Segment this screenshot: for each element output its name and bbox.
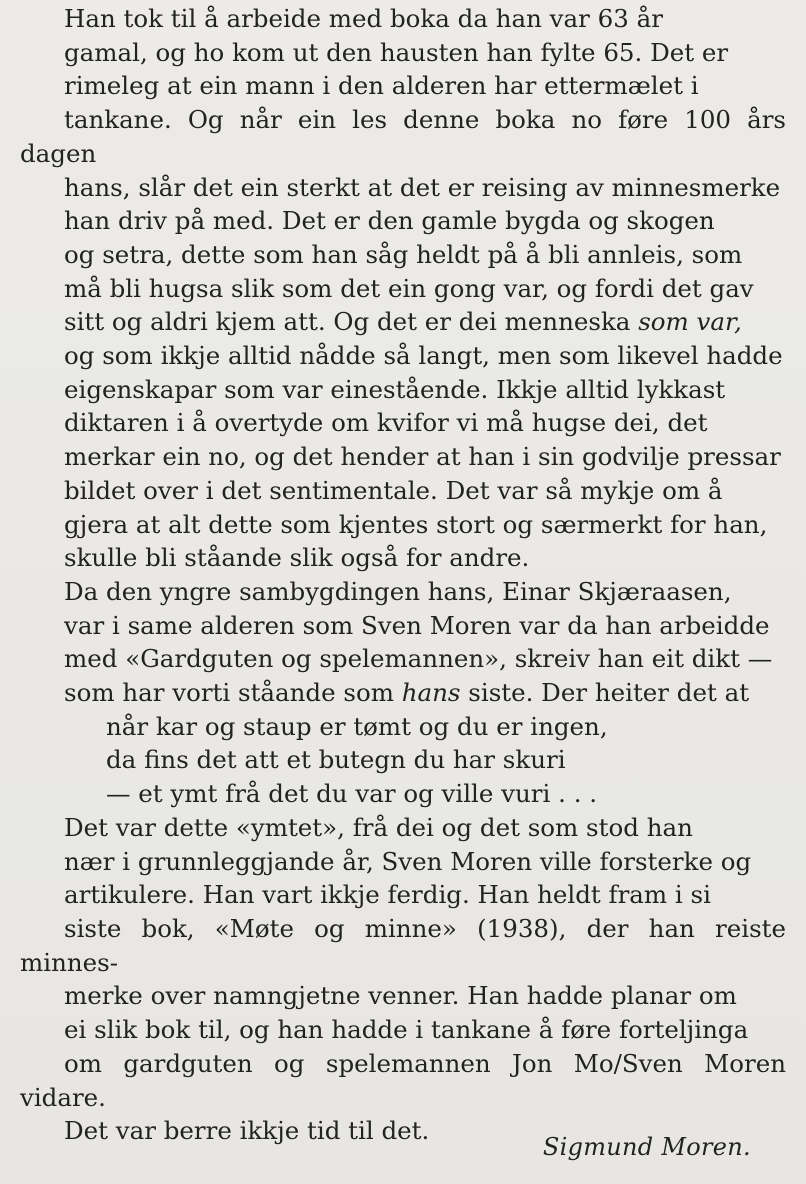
text-line (20, 676, 786, 710)
poem-quote (106, 710, 786, 811)
text-line: Han tok til å arbeide med boka da han var 63 år (64, 4, 663, 33)
text-line: ei slik bok til, og han hadde i tankane å føre forteljinga (64, 1015, 749, 1045)
emphasis-text: hans (401, 678, 461, 708)
text-line: og som ikkje alltid nådde så langt, men som likevel hadde (64, 341, 783, 371)
text-line: siste bok, «Møte og minne» (1938), der han reiste minnes- (20, 913, 786, 977)
text-line: han driv på med. Det er den gamle bygda og skogen (64, 206, 715, 236)
paragraph-3 (20, 811, 786, 1148)
emphasis-text: som var, (638, 307, 742, 337)
text-line: nær i grunnleggjande år, Sven Moren ville forsterke og (64, 846, 752, 876)
text-line: Det var dette «ymtet», frå dei og det som stod han (64, 812, 693, 842)
author-signature: Sigmund Moren. (542, 1133, 751, 1161)
text-line: gjera at alt dette som kjentes stort og særmerkt for han, (64, 509, 768, 539)
text-line: diktaren i å overtyde om kvifor vi må hugse dei, det (64, 408, 708, 438)
text-line: må bli hugsa slik som det ein gong var, og fordi det gav (64, 273, 754, 303)
text-fragment: som har vorti ståande som (64, 678, 394, 708)
text-line: var i same alderen som Sven Moren var da han arbeidde (64, 610, 770, 640)
text-line: om gardguten og spelemannen Jon Mo/Sven Moren vidare. (20, 1048, 786, 1112)
text-line: tankane. Og når ein les denne boka no føre 100 års dagen (20, 105, 786, 168)
paragraph-2 (20, 575, 786, 710)
text-fragment: siste. Der heiter det at (468, 678, 750, 708)
paragraph-1 (20, 2, 786, 575)
text-line: og setra, dette som han såg heldt på å bli annleis, som (64, 239, 743, 269)
text-line: med «Gardguten og spelemannen», skreiv han eit dikt — (64, 644, 773, 674)
text-line: rimeleg at ein mann i den alderen har ettermælet i (64, 71, 699, 101)
text-line (20, 305, 786, 339)
text-line: hans, slår det ein sterkt at det er reising av minnesmerke (64, 172, 781, 202)
text-line: merkar ein no, og det hender at han i sin godvilje pressar (64, 442, 781, 472)
poem-line: da fins det att et butegn du har skuri (106, 745, 566, 775)
text-line: merke over namngjetne venner. Han hadde planar om (64, 981, 737, 1011)
text-line: skulle bli ståande slik også for andre. (64, 543, 530, 573)
poem-line: — et ymt frå det du var og ville vuri . . . (106, 779, 598, 809)
text-line: Det var berre ikkje tid til det. (64, 1116, 430, 1146)
text-line: gamal, og ho kom ut den hausten han fylte 65. Det er (64, 37, 729, 67)
text-line: bildet over i det sentimentale. Det var så mykje om å (64, 475, 723, 505)
text-line: Da den yngre sambygdingen hans, Einar Skjæraasen, (64, 576, 732, 606)
article-text (20, 2, 786, 1148)
text-fragment: sitt og aldri kjem att. Og det er dei menneska (64, 307, 631, 337)
text-line: artikulere. Han vart ikkje ferdig. Han heldt fram i si (64, 880, 711, 910)
poem-line: når kar og staup er tømt og du er ingen, (106, 711, 608, 741)
text-line: eigenskapar som var einestående. Ikkje alltid lykkast (64, 374, 726, 404)
